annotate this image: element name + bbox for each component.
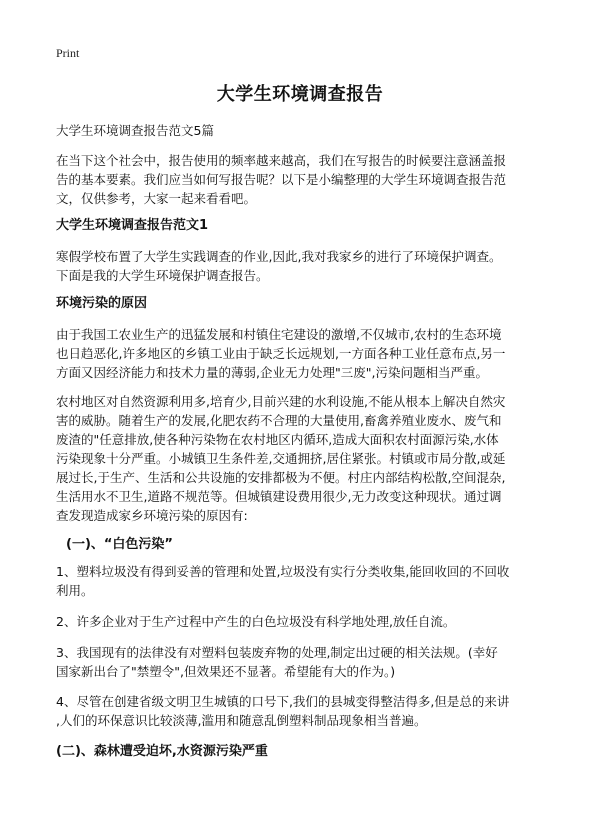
paragraph-line: 寒假学校布置了大学生实践调查的作业,因此,我对我家乡的进行了环境保护调查。: [56, 249, 502, 264]
paragraph-line: 2、许多企业对于生产过程中产生的白色垃圾没有科学地处理,放任自流。: [56, 614, 456, 629]
intro-paragraph: [56, 151, 556, 208]
paragraph-line: 文，仅供参考，大家一起来看看吧。: [56, 191, 257, 206]
paragraph-line: 污染现象十分严重。小城镇卫生条件差,交通拥挤,居住紧张。村镇或市局分散,或延: [56, 451, 506, 466]
section1-heading: [56, 216, 556, 235]
paragraph-line: 生活用水不卫生,道路不规范等。但城镇建设费用很少,无力改变这种现状。通过调: [56, 489, 502, 504]
section1-paragraph: [56, 247, 556, 285]
paragraph-line: 农村地区对自然资源利用多,培育少,目前兴建的水利设施,不能从根本上解决自然灾: [56, 394, 506, 409]
paragraph-line: 告的基本要素。我们应当如何写报告呢？以下是小编整理的大学生环境调查报告范: [56, 172, 507, 187]
paragraph-line: 废渣的"任意排放,使各种污染物在农村地区内循环,造成大面积农村面源污染,水体: [56, 432, 499, 447]
list-item-1: [56, 562, 556, 600]
causes-paragraph-2: [56, 392, 556, 525]
paragraph-line: 利用。: [56, 583, 94, 598]
paragraph-line: 在当下这个社会中，报告使用的频率越来越高，我们在写报告的时候要注意涵盖报: [56, 153, 507, 168]
print-link[interactable]: Print: [56, 46, 80, 60]
list-item-3: [56, 643, 556, 681]
subtitle-text: 大学生环境调查报告范文5篇: [56, 123, 214, 138]
list-item-2: [56, 612, 556, 631]
heading-text: 大学生环境调查报告范文1: [56, 218, 209, 233]
heading-text: (一)、“白色污染”: [66, 537, 173, 552]
paragraph-line: 3、我国现有的法律没有对塑料包装废弃物的处理,制定出过硬的相关法规。(幸好: [56, 645, 498, 660]
subtitle: [56, 121, 556, 140]
list-item-4: [56, 692, 556, 730]
paragraph-line: 方面又因经济能力和技术力量的薄弱,企业无力处理"三废",污染问题相当严重。: [56, 365, 488, 380]
paragraph-line: 国家新出台了"禁塑令",但效果还不显著。希望能有大的作为。): [56, 664, 396, 679]
paragraph-line: 4、尽管在创建省级文明卫生城镇的口号下,我们的县城变得整洁得多,但是总的来讲: [56, 694, 510, 709]
paragraph-line: 害的威胁。随着生产的发展,化肥农药不合理的大量使用,畜禽养殖业废水、废气和: [56, 413, 502, 428]
paragraph-line: 查发现造成家乡环境污染的原因有:: [56, 508, 248, 523]
causes-heading: [56, 294, 556, 313]
paragraph-line: 下面是我的大学生环境保护调查报告。: [56, 268, 269, 283]
paragraph-line: ,人们的环保意识比较淡薄,滥用和随意乱倒塑料制品现象相当普遍。: [56, 713, 427, 728]
causes-paragraph-1: [56, 325, 556, 382]
heading-text: (二)、森林遭受迫坏,水资源污染严重: [56, 744, 268, 759]
heading-text: 环境污染的原因: [56, 296, 148, 311]
white-pollution-heading: [66, 535, 566, 554]
paragraph-line: 展过长,于生产、生活和公共设施的安排都极为不便。村庄内部结构松散,空间混杂,: [56, 470, 506, 485]
forest-heading: [56, 742, 556, 761]
paragraph-line: 1、塑料垃圾没有得到妥善的管理和处置,垃圾没有实行分类收集,能回收回的不回收: [56, 564, 510, 579]
paragraph-line: 也日趋恶化,许多地区的乡镇工业由于缺乏长远规划,一方面各种工业任意布点,另一: [56, 346, 506, 361]
page-title: 大学生环境调查报告: [216, 84, 384, 105]
paragraph-line: 由于我国工农业生产的迅猛发展和村镇住宅建设的激增,不仅城市,农村的生态环境: [56, 327, 502, 342]
